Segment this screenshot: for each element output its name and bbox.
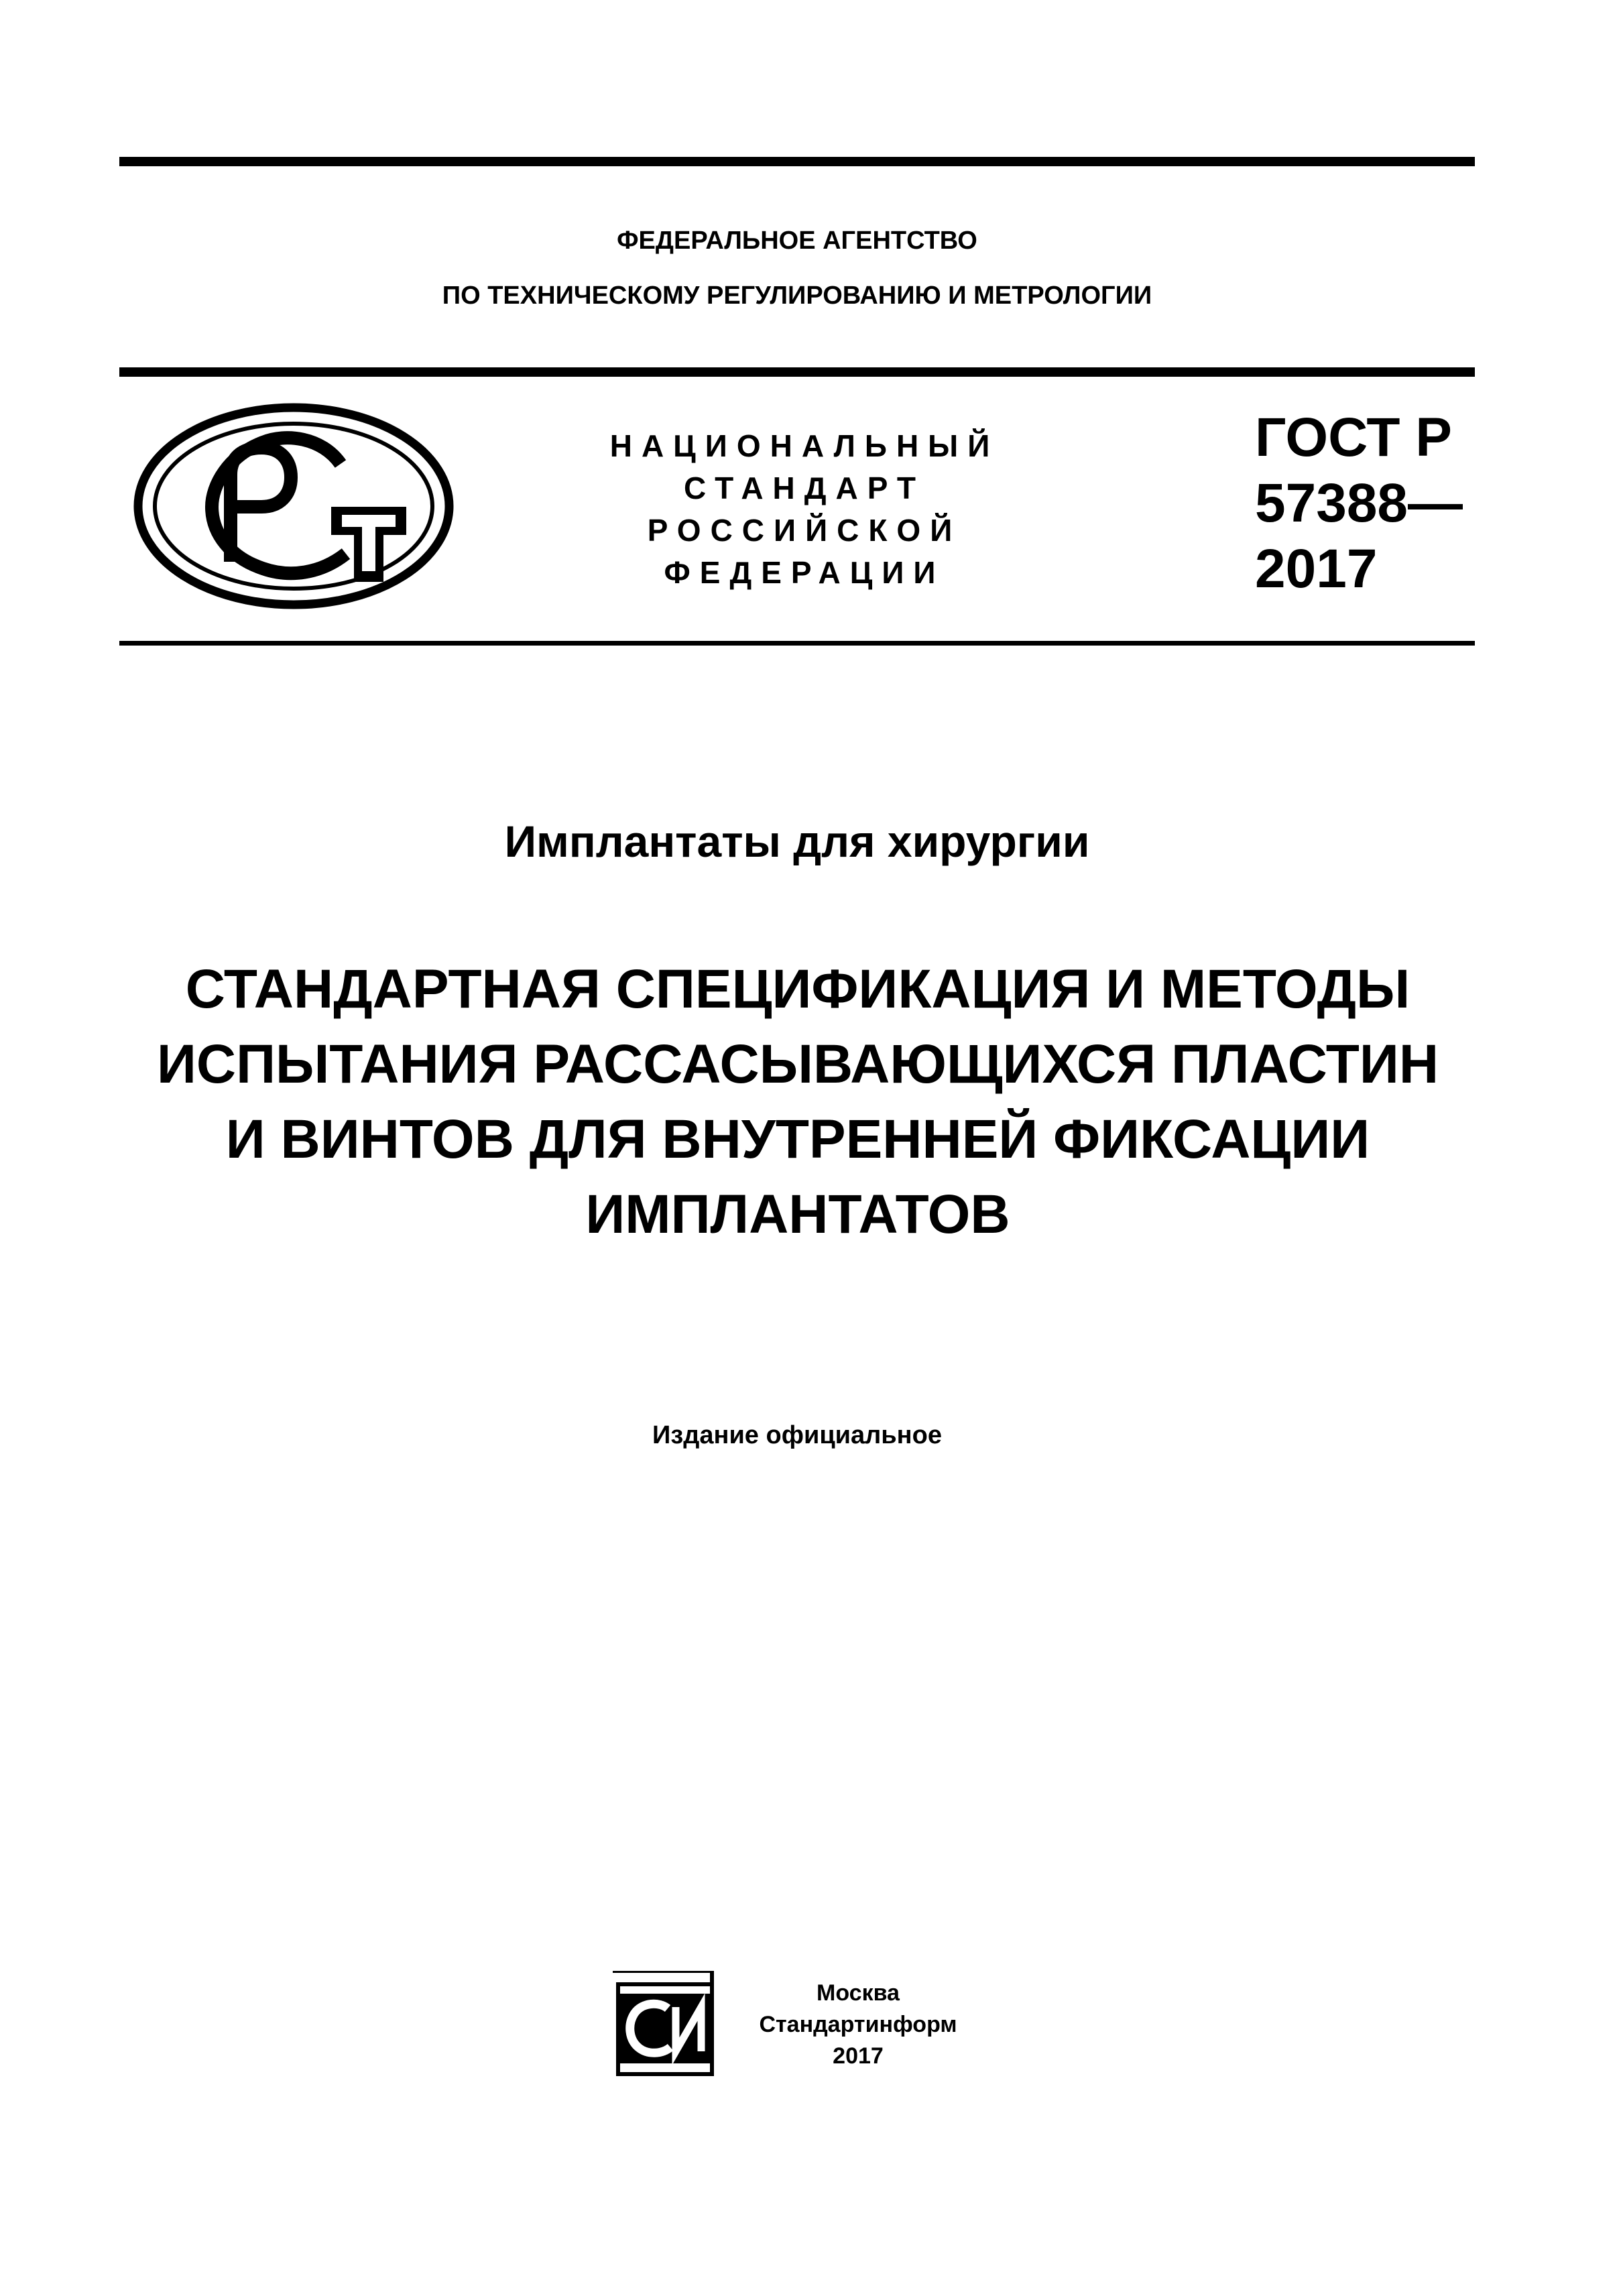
agency-line-2: ПО ТЕХНИЧЕСКОМУ РЕГУЛИРОВАНИЮ И МЕТРОЛОГИИ xyxy=(442,282,1152,310)
title-line-4: ИМПЛАНТАТОВ xyxy=(585,1184,1010,1245)
agency-line-1: ФЕДЕРАЛЬНОЕ АГЕНТСТВО xyxy=(617,227,977,255)
top-rule xyxy=(119,157,1475,166)
publisher-city: Москва xyxy=(817,1980,900,2006)
designation-line-2: 57388— xyxy=(1255,473,1463,534)
standartinform-logo-icon xyxy=(613,1971,720,2083)
title-line-2: ИСПЫТАНИЯ РАССАСЫВАЮЩИХСЯ ПЛАСТИН xyxy=(156,1034,1439,1095)
gost-r-certification-mark-icon xyxy=(133,402,455,610)
standard-label-line-3: РОССИЙСКОЙ xyxy=(647,513,962,548)
document-subject: Имплантаты для хирургии xyxy=(504,817,1090,866)
agency-name xyxy=(119,213,1475,323)
edition-note: Издание официальное xyxy=(652,1421,942,1449)
publisher-info xyxy=(737,1978,979,2072)
document-title xyxy=(94,952,1502,1252)
standard-label xyxy=(563,425,1046,594)
standard-label-line-4: ФЕДЕРАЦИИ xyxy=(664,555,945,590)
standard-label-line-2: СТАНДАРТ xyxy=(684,471,925,505)
title-line-3: И ВИНТОВ ДЛЯ ВНУТРЕННЕЙ ФИКСАЦИИ xyxy=(225,1109,1370,1170)
designation-line-3: 2017 xyxy=(1255,538,1378,599)
title-line-1: СТАНДАРТНАЯ СПЕЦИФИКАЦИЯ И МЕТОДЫ xyxy=(185,959,1410,1020)
publisher-year: 2017 xyxy=(833,2043,884,2069)
standard-designation xyxy=(1255,405,1463,602)
standard-label-line-1: НАЦИОНАЛЬНЫЙ xyxy=(609,428,1000,463)
header-bottom-rule xyxy=(119,641,1475,646)
header-rule xyxy=(119,367,1475,377)
designation-line-1: ГОСТ Р xyxy=(1255,407,1452,468)
publisher-name: Стандартинформ xyxy=(759,2012,957,2037)
